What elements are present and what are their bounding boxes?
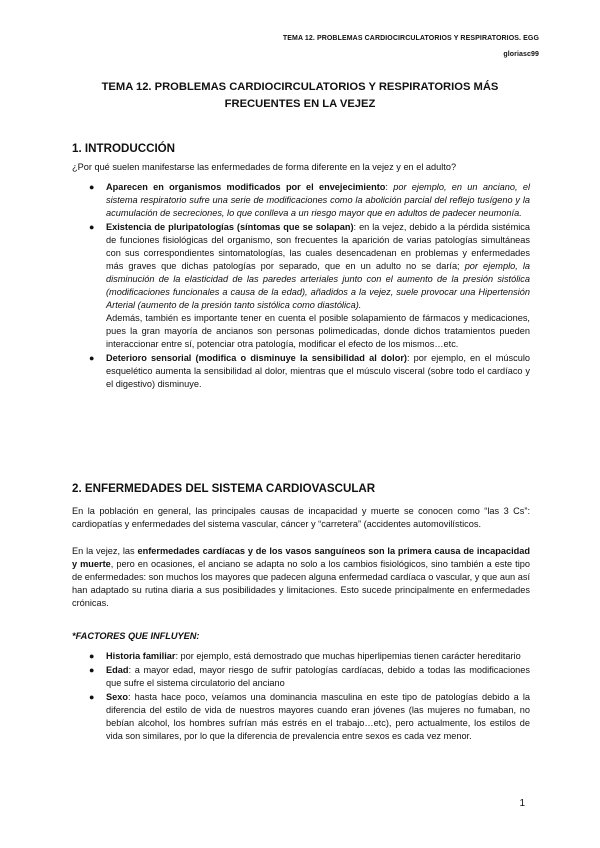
item-bold: Deterioro sensorial (modifica o disminuye la sensibilidad al dolor)	[106, 353, 407, 363]
list-item	[72, 664, 530, 690]
running-header-title: TEMA 12. PROBLEMAS CARDIOCIRCULATORIOS Y RESPIRATORIOS. EGG	[282, 35, 539, 42]
bullet-icon: ●	[89, 353, 95, 363]
factors-heading: *FACTORES QUE INFLUYEN:	[72, 631, 200, 641]
bullet-icon: ●	[89, 651, 95, 661]
para-text: En la vejez, las	[72, 546, 138, 556]
item-bold: Sexo	[106, 692, 128, 702]
list-item	[72, 352, 530, 391]
section2-paragraph-2	[72, 545, 530, 610]
item-text: : en la vejez, debido a la pérdida sistémica de funciones fisiológicas del organismo, son frecuentes la aparición de varias patologías simultáneas con sus correspondientes sintomatologías, las cuales desencadenan en problemas y enfermedades más graves que dichas patologías por separado, que en un adulto no se daría;	[106, 222, 530, 271]
section2-paragraph-1: En la población en general, las principales causas de incapacidad y muerte se conocen como “las 3 Cs”: cardiopatías y enfermedades del sistema vascular, cáncer y “carretera” (accidentes automovilísticos.	[72, 506, 530, 529]
item-text: : a mayor edad, mayor riesgo de sufrir patologías cardíacas, debido a todas las modificaciones que sufre el sistema circulatorio del anciano	[106, 665, 530, 688]
item-text: : por ejemplo, en el músculo esquelético aumenta la sensibilidad al dolor, mientras que el músculo visceral (sobre todo el cardíaco y el digestivo) disminuye.	[106, 353, 530, 389]
list-item	[72, 650, 530, 663]
item-text: : por ejemplo, está demostrado que muchas hiperlipemias tienen carácter hereditario	[175, 651, 521, 661]
item-bold: Edad	[106, 665, 129, 675]
item-bold: Existencia de pluripatologías (síntomas que se solapan)	[106, 222, 354, 232]
bullet-icon: ●	[89, 692, 95, 702]
section-heading-introduccion: 1. INTRODUCCIÓN	[72, 142, 176, 155]
section-heading-cardiovascular: 2. ENFERMEDADES DEL SISTEMA CARDIOVASCULAR	[72, 482, 376, 495]
running-header-author: gloriasc99	[503, 51, 539, 58]
item-bold: Historia familiar	[106, 651, 176, 661]
list-item	[72, 181, 530, 220]
bullet-icon: ●	[89, 665, 95, 675]
factors-list	[72, 650, 530, 744]
bullet-icon: ●	[89, 222, 95, 232]
title-line-1: TEMA 12. PROBLEMAS CARDIOCIRCULATORIOS Y RESPIRATORIOS MÁS	[101, 81, 499, 93]
item-italic: por ejemplo, en un anciano, el sistema respiratorio sufre una serie de modificaciones como la abolición parcial del reflejo tusígeno y la acumulación de secreciones, lo que conlleva a un riesgo mayor que en adultos de padecer neumonía.	[106, 182, 530, 218]
title-line-2: FRECUENTES EN LA VEJEZ	[224, 98, 376, 110]
item-text: : hasta hace poco, veíamos una dominancia masculina en este tipo de patologías debido a la diferencia del estilo de vida de nuestros mayores cuando eran jóvenes (las mujeres no fumaban, no bebían alcohol, los hombres sufrían más estrés en el trabajo…etc), pero actualmente, los estilos de vida son similares, por lo que la diferencia de prevalencia entre sexos es cada vez menor.	[106, 692, 530, 741]
item-sep: :	[385, 182, 394, 192]
list-item	[72, 691, 530, 743]
list-item	[72, 221, 530, 351]
page-title	[60, 79, 540, 113]
item-italic: por ejemplo, la disminución de la elasticidad de las paredes arteriales junto con el aumento de la presión sistólica (modificaciones funcionales a causa de la edad), añadidos a la vejez, suele provocar una Hipertensión Arterial (aumento de la presión tanto sistólica como diastólica).	[106, 261, 531, 310]
bullet-icon: ●	[89, 182, 95, 192]
item-extra: Además, también es importante tener en cuenta el posible solapamiento de fármacos y medicaciones, pues la gran mayoría de ancianos son personas polimedicadas, donde dichos tratamientos pueden interaccionar entre sí, potenciar otra patología, modificar el efecto de los mismos…etc.	[106, 313, 530, 349]
para-bold: enfermedades cardíacas y de los vasos sanguíneos son la primera causa de incapacidad y muerte	[72, 546, 530, 569]
page-number: 1	[519, 798, 525, 809]
para-text: , pero en ocasiones, el anciano se adapta no solo a los cambios fisiológicos, sino también a este tipo de enfermedades: son muchos los mayores que padecen alguna enfermedad cardíaca o vascular, y que aun así han adaptado su rutina diaria a sus posibilidades y limitaciones. Esto sucede principalmente en enfermedades crónicas.	[72, 559, 530, 608]
intro-question: ¿Por qué suelen manifestarse las enfermedades de forma diferente en la vejez y en el adulto?	[72, 162, 457, 172]
item-bold: Aparecen en organismos modificados por el envejecimiento	[106, 182, 386, 192]
intro-list	[72, 181, 530, 392]
